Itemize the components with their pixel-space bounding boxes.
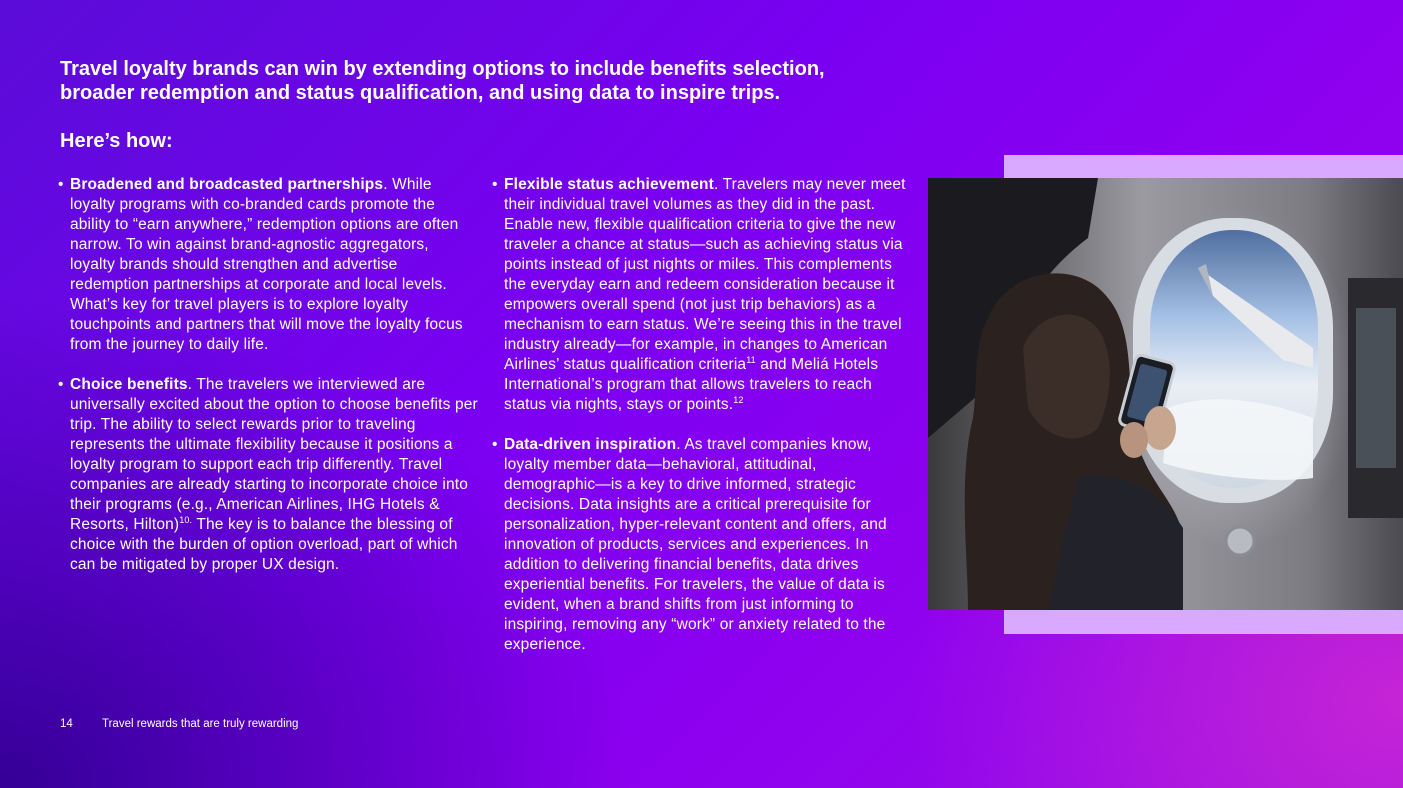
bullet-body-continued: and Meliá Hotels International’s program that allows travelers to reach status via nights, stays or points. — [504, 356, 879, 413]
bullet-choice-benefits — [58, 375, 478, 575]
bullet-title: Broadened and broadcasted partnerships — [70, 176, 384, 193]
bullet-dot: • — [58, 376, 64, 393]
footnote-ref: 10. — [179, 514, 193, 525]
page-footer — [60, 716, 298, 732]
bullet-partnerships — [58, 175, 478, 355]
bullet-title: Flexible status achievement — [504, 176, 714, 193]
bullet-body: . The travelers we interviewed are universally excited about the option to choose benefits per trip. The ability to select rewards prior to traveling represents the ultimate flexibility because it positions a loyalty program to support each trip differently. Travel companies are already starting to incorporate choice into their programs (e.g., American Airlines, IHG Hotels & Resorts, Hilton) — [70, 376, 478, 533]
footnote-ref: 11 — [746, 354, 756, 365]
bullet-dot: • — [58, 176, 64, 193]
footnote-ref: 12 — [733, 394, 744, 405]
footer-title: Travel rewards that are truly rewarding — [102, 718, 299, 730]
bullet-data-driven — [492, 435, 912, 655]
bullet-body: . Travelers may never meet their individual travel volumes as they did in the past. Enable new, flexible qualification criteria to give the new traveler a chance at status—such as achieving status via points instead of just nights or miles. This complements the everyday earn and redeem consideration because it empowers overall spend (not just trip behaviors) as a mechanism to earn status. We’re seeing this in the travel industry already—for example, in changes to American Airlines’ status qualification criteria — [504, 176, 906, 373]
bullet-flexible-status — [492, 175, 912, 415]
subhead: Here’s how: — [60, 130, 173, 152]
bullet-dot: • — [492, 176, 498, 193]
bullet-title: Data-driven inspiration — [504, 436, 677, 453]
bullet-body-continued: The key is to balance the blessing of choice with the burden of option overload, part of which can be mitigated by proper UX design. — [70, 516, 458, 573]
page-number: 14 — [60, 718, 73, 730]
bullet-title: Choice benefits — [70, 376, 188, 393]
headline: Travel loyalty brands can win by extending options to include benefits selection, broader redemption and status qualification, and using data to inspire trips. — [60, 58, 825, 104]
left-column — [58, 175, 478, 595]
right-column — [492, 175, 912, 675]
bullet-body: . As travel companies know, loyalty member data—behavioral, attitudinal, demographic—is a key to drive informed, strategic decisions. Data insights are a critical prerequisite for personalization, hyper-relevant content and offers, and innovation of products, services and experiences. In addition to delivering financial benefits, data drives experiential benefits. For travelers, the value of data is evident, when a brand shifts from just informing to inspiring, removing any “work” or anxiety related to the experience. — [504, 436, 887, 653]
bullet-dot: • — [492, 436, 498, 453]
airplane-window-photo — [928, 178, 1403, 610]
bullet-body: . While loyalty programs with co-branded cards promote the ability to “earn anywhere,” redemption options are often narrow. To win against brand-agnostic aggregators, loyalty brands should strengthen and advertise redemption partnerships at corporate and local levels. What’s key for travel players is to explore loyalty touchpoints and partners that will move the loyalty focus from the journey to daily life. — [70, 176, 463, 353]
